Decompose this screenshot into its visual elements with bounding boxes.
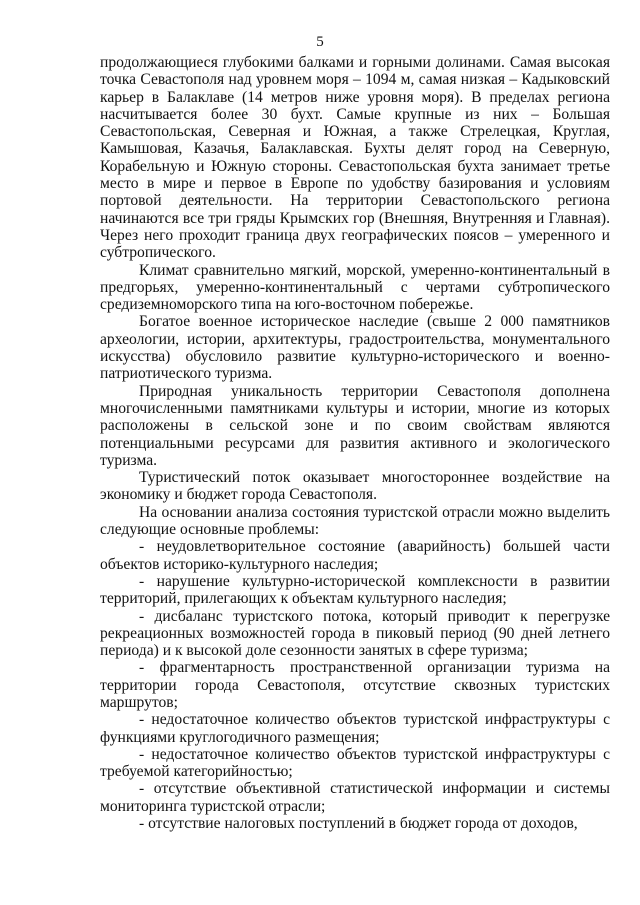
problem-item: - нарушение культурно-исторической комплексности в развитии территорий, прилегающих к объектам культурного наследия;: [100, 572, 610, 608]
paragraph-nature: Природная уникальность территории Севастополя дополнена многочисленными памятниками культуры и истории, многие из которых расположены в сельской зоне и по своим свойствам являются потенциальными ресурсами для развития активного и экологического туризма.: [100, 382, 610, 469]
paragraph-problems-intro: На основании анализа состояния туристской отрасли можно выделить следующие основные проблемы:: [100, 503, 610, 539]
problem-item: - дисбаланс туристского потока, который приводит к перегрузке рекреационных возможностей города в пиковый период (90 дней летнего периода) и к высокой доле сезонности занятых в сфере туризма;: [100, 607, 610, 660]
problem-item: - фрагментарность пространственной организации туризма на территории города Севастополя, отсутствие сквозных туристских маршрутов;: [100, 659, 610, 711]
paragraph-relief: продолжающиеся глубокими балками и горными долинами. Самая высокая точка Севастополя над уровнем моря – 1094 м, самая низкая – Кадыковский карьер в Балаклаве (14 метров ниже уровня моря). В пределах региона насчитывается более 30 бухт. Самые крупные из них – Большая Севастопольская, Северная и Южная, а также Стрелецкая, Круглая, Камышовая, Казачья, Балаклавская. Бухты делят город на Северную, Корабельную и Южную стороны. Севастопольская бухта занимает третье место в мире и первое в Европе по удобству базирования и условиям портовой деятельности. На территории Севастопольского региона начинаются все три гряды Крымских гор (Внешняя, Внутренняя и Главная). Через него проходит граница двух географических поясов – умеренного и субтропического.: [100, 54, 610, 262]
paragraph-climate: Климат сравнительно мягкий, морской, умеренно-континентальный в предгорьях, умеренно-континентальный с чертами субтропического средиземноморского типа на юго-восточном побережье.: [100, 261, 610, 314]
problem-item: - отсутствие объективной статистической информации и системы мониторинга туристской отрасли;: [100, 780, 610, 815]
paragraph-tourist-flow: Туристический поток оказывает многостороннее воздействие на экономику и бюджет города Севастополя.: [100, 469, 610, 504]
problem-item: - недостаточное количество объектов туристской инфраструктуры с функциями круглогодичного размещения;: [100, 711, 610, 746]
document-body: [100, 54, 610, 832]
problem-item: - недостаточное количество объектов туристской инфраструктуры с требуемой категорийностью;: [100, 745, 610, 781]
page-number: 5: [316, 34, 324, 50]
problem-item: - неудовлетворительное состояние (аварийность) большей части объектов историко-культурного наследия;: [100, 538, 610, 573]
problem-item: - отсутствие налоговых поступлений в бюджет города от доходов,: [139, 815, 578, 833]
paragraph-heritage: Богатое военное историческое наследие (свыше 2 000 памятников археологии, истории, архитектуры, градостроительства, монументального искусства) обусловило развитие культурно-исторического и военно-патриотического туризма.: [100, 313, 610, 383]
